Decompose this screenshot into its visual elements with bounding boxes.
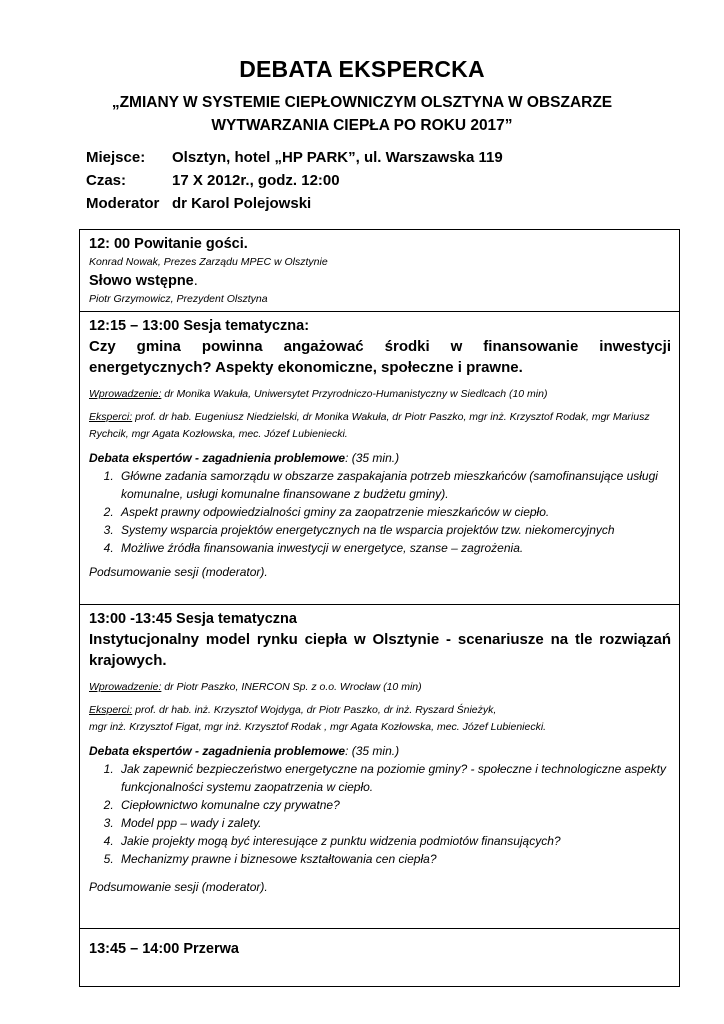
session2-topic: Instytucjonalny model rynku ciepła w Olsztynie - scenariusze na tle rozwiązań krajowych. bbox=[89, 631, 671, 669]
session1-cell bbox=[80, 311, 679, 604]
break-heading: 13:45 – 14:00 Przerwa bbox=[89, 941, 239, 957]
list-item: 2. Ciepłownictwo komunalne czy prywatne? bbox=[117, 796, 671, 814]
meta-time bbox=[86, 172, 340, 189]
welcome-heading: 12: 00 Powitanie gości. bbox=[89, 236, 248, 252]
session1-debate-time: : (35 min.) bbox=[345, 451, 400, 465]
list-item: 5. Mechanizmy prawne i biznesowe kształtowania cen ciepła? bbox=[117, 850, 671, 868]
agenda-welcome-cell bbox=[80, 230, 679, 311]
session2-debate-time: : (35 min.) bbox=[345, 744, 400, 758]
session2-cell bbox=[80, 604, 679, 928]
document-subtitle: „ZMIANY W SYSTEMIE CIEPŁOWNICZYM OLSZTYNA W OBSZARZE WYTWARZANIA CIEPŁA PO ROKU 2017” bbox=[111, 94, 613, 134]
list-item: 4. Jakie projekty mogą być interesujące z punktu widzenia podmiotów finansujących? bbox=[117, 832, 671, 850]
list-item: 3. Systemy wsparcia projektów energetycznych na tle wsparcia projektów tzw. niekomercyjnych bbox=[117, 521, 671, 539]
session1-experts-text: prof. dr hab. Eugeniusz Niedzielski, dr Monika Wakuła, dr Piotr Paszko, mgr inż. Krzysztof Rodak, mgr Mariusz Rychcik, mgr Agata Kozłowska, mec. Józef Lubieniecki. bbox=[89, 411, 650, 440]
meta-time-value: 17 X 2012r., godz. 12:00 bbox=[172, 172, 340, 189]
meta-moderator-label: Moderator bbox=[86, 195, 160, 212]
session1-summary: Podsumowanie sesji (moderator). bbox=[89, 565, 268, 579]
session2-debate bbox=[89, 742, 671, 760]
session2-intro bbox=[89, 679, 671, 696]
session2-issue-list bbox=[89, 760, 671, 868]
opening-heading-dot: . bbox=[193, 273, 198, 289]
agenda-table bbox=[79, 229, 680, 987]
list-item: 4. Możliwe źródła finansowania inwestycji w energetyce, szanse – zagrożenia. bbox=[117, 539, 671, 557]
session2-summary: Podsumowanie sesji (moderator). bbox=[89, 880, 268, 894]
session2-intro-text: dr Piotr Paszko, INERCON Sp. z o.o. Wrocław (10 min) bbox=[161, 681, 422, 693]
session1-experts-label: Eksperci: bbox=[89, 411, 133, 423]
session1-debate bbox=[89, 449, 671, 467]
meta-place-label: Miejsce: bbox=[86, 149, 146, 166]
session1-intro-text: dr Monika Wakuła, Uniwersytet Przyrodniczo-Humanistyczny w Siedlcach (10 min) bbox=[161, 388, 548, 400]
session2-experts-text1: prof. dr hab. inż. Krzysztof Wojdyga, dr Piotr Paszko, dr inż. Ryszard Śnieżyk, bbox=[132, 704, 497, 716]
meta-moderator-value: dr Karol Polejowski bbox=[172, 195, 312, 212]
list-item: 1. Główne zadania samorządu w obszarze zaspakajania potrzeb mieszkańców (samofinansujące usługi komunalne, usługi komunalne finansowane z budżetu gminy). bbox=[117, 467, 671, 503]
session2-time-heading: 13:00 -13:45 Sesja tematyczna bbox=[89, 611, 297, 627]
session1-intro-label: Wprowadzenie: bbox=[89, 388, 162, 400]
session2-experts bbox=[89, 702, 671, 736]
opening-heading bbox=[89, 271, 671, 291]
list-item: 2. Aspekt prawny odpowiedzialności gminy za zaopatrzenie mieszkańców w ciepło. bbox=[117, 503, 671, 521]
document-title: DEBATA EKSPERCKA bbox=[239, 56, 485, 82]
session2-intro-label: Wprowadzenie: bbox=[89, 681, 162, 693]
session1-time-heading: 12:15 – 13:00 Sesja tematyczna: bbox=[89, 318, 310, 334]
session1-issue-list bbox=[89, 467, 671, 557]
meta-place bbox=[86, 149, 503, 166]
session2-experts-text2: mgr inż. Krzysztof Figat, mgr inż. Krzysztof Rodak , mgr Agata Kozłowska, mec. Józef Lubieniecki. bbox=[89, 721, 547, 733]
meta-moderator bbox=[86, 195, 311, 212]
list-item: 1. Jak zapewnić bezpieczeństwo energetyczne na poziomie gminy? - społeczne i technologiczne aspekty funkcjonalności systemu zaopatrzenia w ciepło. bbox=[117, 760, 671, 796]
opening-person: Piotr Grzymowicz, Prezydent Olsztyna bbox=[89, 293, 268, 305]
session1-experts bbox=[89, 409, 671, 443]
session1-topic: Czy gmina powinna angażować środki w finansowanie inwestycji energetycznych? Aspekty ekonomiczne, społeczne i prawne. bbox=[89, 338, 671, 376]
welcome-person: Konrad Nowak, Prezes Zarządu MPEC w Olsztynie bbox=[89, 256, 328, 268]
session1-intro bbox=[89, 386, 671, 403]
list-item: 3. Model ppp – wady i zalety. bbox=[117, 814, 671, 832]
session2-experts-label: Eksperci: bbox=[89, 704, 133, 716]
meta-place-value: Olsztyn, hotel „HP PARK”, ul. Warszawska 119 bbox=[172, 149, 503, 166]
meta-time-label: Czas: bbox=[86, 172, 127, 189]
opening-heading-text: Słowo wstępne bbox=[89, 273, 194, 289]
session1-debate-label: Debata ekspertów - zagadnienia problemowe bbox=[89, 451, 346, 465]
session2-debate-label: Debata ekspertów - zagadnienia problemowe bbox=[89, 744, 346, 758]
break-cell bbox=[80, 928, 679, 986]
